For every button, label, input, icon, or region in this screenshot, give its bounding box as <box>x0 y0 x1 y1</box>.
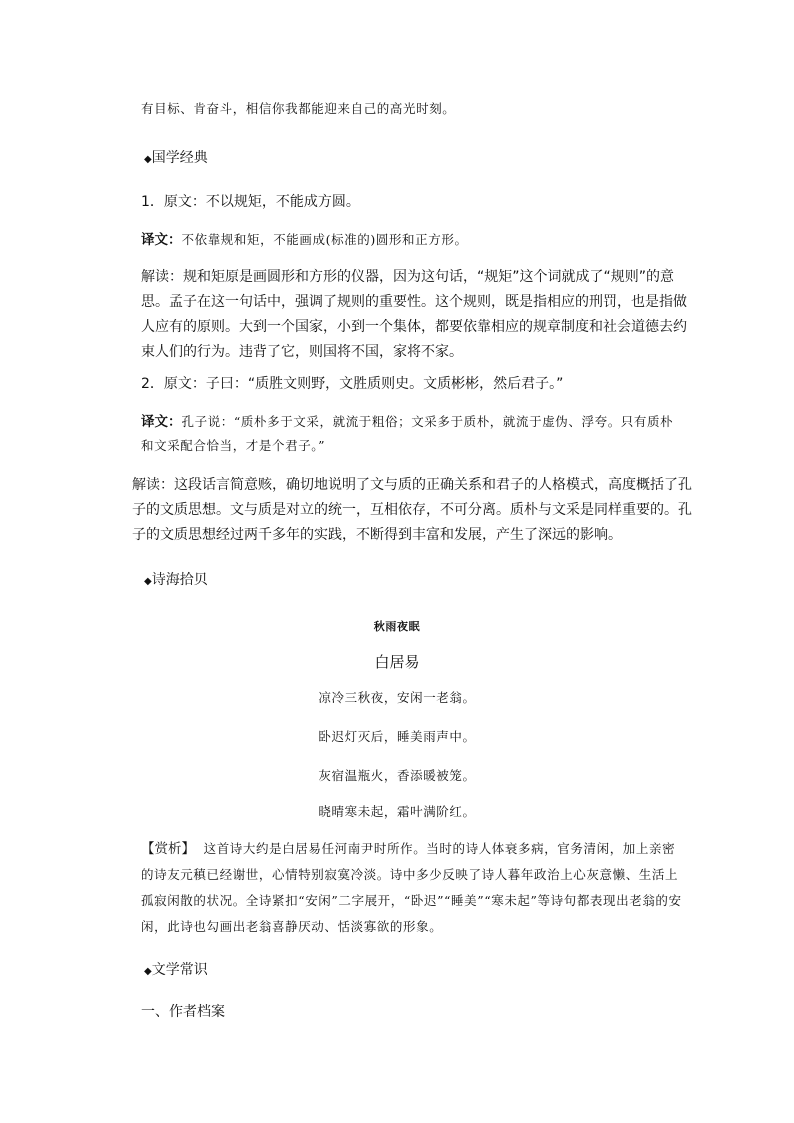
poem-line: 凉冷三秋夜，安闲一老翁。 <box>318 690 476 705</box>
section-title: 国学经典 <box>151 150 208 166</box>
translation-label: 译文： <box>141 232 182 248</box>
section-bullet-icon: ◆ <box>144 154 152 165</box>
section-title: 文学常识 <box>151 962 208 978</box>
section-heading-shihai <box>144 570 208 592</box>
translation-text: 孔子说：“质朴多于文采，就流于粗俗；文采多于质朴，就流于虚伪、浮夸。只有质朴和文采配合恰当，才是个君子。” <box>141 414 674 453</box>
translation-label: 译文： <box>141 414 182 430</box>
item2-translation <box>141 410 686 458</box>
item2-interpretation: 解读：这段话言简意赅，确切地说明了文与质的正确关系和君子的人格模式，高度概括了孔子的文质思想。文与质是对立的统一，互相依存，不可分离。质朴与文采是同样重要的。孔子的文质思想经过两千多年的实践，不断得到丰富和发展，产生了深远的影响。 <box>132 477 692 543</box>
translation-text: 不依靠规和矩，不能画成(标准的)圆形和正方形。 <box>181 232 468 247</box>
section-heading-guoxue <box>144 148 208 170</box>
appreciation <box>141 836 686 940</box>
intro-line: 有目标、肯奋斗，相信你我都能迎来自己的高光时刻。 <box>141 101 456 116</box>
section-bullet-icon: ◆ <box>144 576 152 587</box>
appreciation-text: 这首诗大约是白居易任河南尹时所作。当时的诗人体衰多病，官务清闲，加上亲密的诗友元稹已经谢世，心情特别寂寞冷淡。诗中多少反映了诗人暮年政治上心灰意懒、生活上孤寂闲散的状况。全诗紧扣“安闲”二字展开，“卧迟”“睡美”“寒未起”等诗句都表现出老翁的安闲，此诗也勾画出老翁喜静厌动、恬淡寡欲的形象。 <box>141 841 682 934</box>
poem-line: 晓晴寒未起，霜叶满阶红。 <box>318 804 476 819</box>
item1-original: 1．原文：不以规矩，不能成方圆。 <box>141 194 360 210</box>
appreciation-label: 【赏析】 <box>141 841 195 857</box>
poem-author: 白居易 <box>374 653 420 671</box>
poem-line: 卧迟灯灭后，睡美雨声中。 <box>318 729 476 744</box>
section-bullet-icon: ◆ <box>144 966 152 977</box>
poem-line: 灰宿温瓶火，香添暖被笼。 <box>318 768 476 783</box>
item1-translation <box>141 230 681 250</box>
section-heading-wenxue <box>144 960 208 982</box>
item1-interpretation: 解读：规和矩原是画圆形和方形的仪器，因为这句话，“规矩”这个词就成了“规则”的意思。孟子在这一句话中，强调了规则的重要性。这个规则，既是指相应的刑罚，也是指做人应有的原则。大到一个国家，小到一个集体，都要依靠相应的规章制度和社会道德去约束人们的行为。违背了它，则国将不国，家将不家。 <box>141 269 687 360</box>
subsection-author: 一、作者档案 <box>141 1004 225 1020</box>
poem-title: 秋雨夜眠 <box>373 620 421 633</box>
item2-original: 2．原文：子曰：“质胜文则野，文胜质则史。文质彬彬，然后君子。” <box>141 376 564 392</box>
section-title: 诗海拾贝 <box>151 572 208 588</box>
